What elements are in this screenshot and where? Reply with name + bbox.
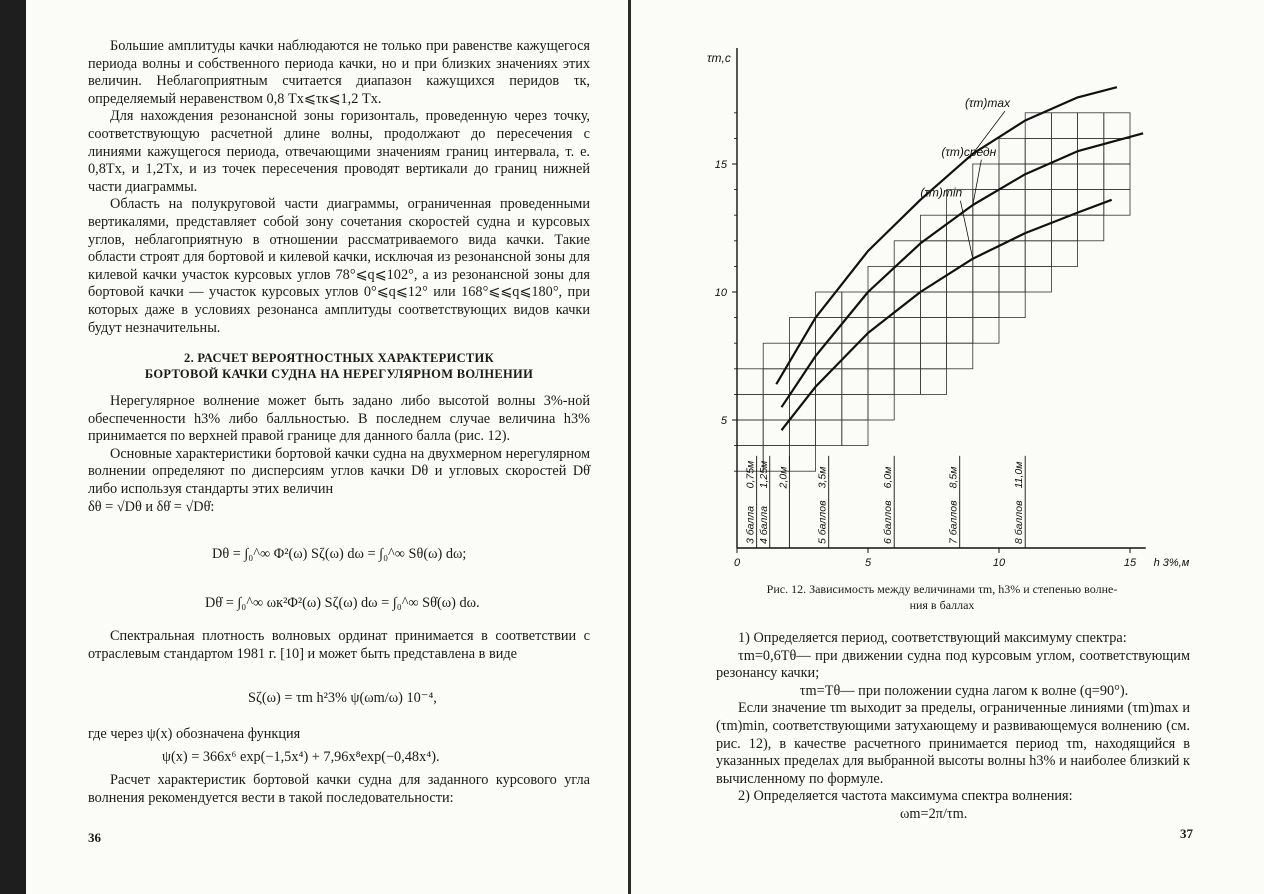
x-tick-label: 10	[992, 557, 1006, 569]
series-leader	[973, 160, 982, 205]
grid-cell	[842, 318, 868, 344]
paragraph: Для нахождения резонансной зоны горизонталь, проведенную через точку, соответствующую расчетной длине волны, продолжают до пересечения с линиями кажущегося периода, отвечающими значениям границ интервала, т. е. 0,8Tх, и 1,2Tх, и из точек пересечения проводят вертикали до границ нижней части диаграммы.	[88, 108, 590, 195]
paragraph: Нерегулярное волнение может быть задано либо высотой волны 3%-ной обеспеченности h3% либо балльностью. В последнем случае величина h3% принимается по верхней правой границе для данного балла (рис. 12).	[88, 393, 590, 445]
grid-cell	[737, 369, 763, 395]
ball-scale-item	[1013, 462, 1025, 544]
grid-cell	[947, 241, 973, 267]
left-text-block-4	[88, 726, 590, 744]
grid-cell	[947, 215, 973, 241]
ball-height-label: 0,75м	[744, 460, 757, 489]
ball-scale-item	[777, 467, 789, 490]
ball-number-label: 3 балла	[744, 505, 757, 544]
ball-height-label: 11,0м	[1013, 461, 1026, 489]
grid-cell	[947, 292, 973, 318]
y-axis-label: τm,c	[707, 51, 731, 65]
y-tick-label: 5	[720, 415, 727, 427]
ball-height-label: 6,0м	[882, 466, 895, 489]
grid-cell	[1078, 215, 1104, 241]
paragraph: Основные характеристики бортовой качки судна на двухмерном нерегулярном волнении определяют по дисперсиям углов качки Dθ и угловых скоростей Dθ̇ либо используя стандарты этих величин	[88, 445, 590, 497]
grid-cell	[868, 394, 894, 420]
ball-height-label: 1,25м	[757, 460, 770, 489]
grid-cell	[868, 369, 894, 395]
grid-cell	[920, 292, 946, 318]
x-axis-label: h 3%,м	[1153, 557, 1190, 569]
grid-cell	[999, 292, 1025, 318]
grid-cell	[1025, 266, 1051, 292]
right-page	[632, 0, 1264, 894]
x-tick-label: 15	[1123, 557, 1137, 569]
paragraph: Если значение τm выходит за пределы, ограниченные линиями (τm)max и (τm)min, соответствующими затухающему и развивающемуся волнению (см. рис. 12), в качестве расчетного принимается период τm, находящийся в указанных пределах для выбранной высоты волны h3% и наиболее близкий к вычисленному по формуле.	[716, 700, 1190, 787]
y-tick-label: 15	[714, 159, 727, 171]
left-text-block-3	[88, 628, 590, 663]
figure-caption: Рис. 12. Зависимость между величинами τm, h3% и степенью волне- ния в баллах	[766, 582, 1118, 612]
grid-cell	[894, 343, 920, 369]
right-text-block	[716, 630, 1190, 806]
grid-cell	[973, 266, 999, 292]
page-number: 36	[88, 830, 101, 845]
grid-cell	[999, 138, 1025, 164]
formula-d-theta: Dθ = ∫₀^∞ Φ²(ω) Sζ(ω) dω = ∫₀^∞ Sθ(ω) dω;	[212, 546, 467, 562]
ball-scale-item	[948, 467, 960, 544]
grid-cell	[1051, 113, 1077, 139]
grid-cell	[737, 420, 763, 446]
grid-cell	[789, 446, 815, 472]
chart-axes	[732, 48, 1146, 553]
chart-labels	[707, 51, 1190, 569]
grid-cell	[894, 369, 920, 395]
sigma-line: δθ = √Dθ и δθ̇ = √Dθ̇:	[88, 498, 215, 515]
grid-cell	[1051, 215, 1077, 241]
paragraph: τm=Tθ— при положении судна лагом к волне (q=90°).	[799, 682, 1129, 699]
ball-height-label: 2,0м	[777, 466, 790, 489]
grid-cell	[763, 343, 789, 369]
grid-cell	[1025, 113, 1051, 139]
ball-scale-item	[817, 467, 829, 544]
paragraph: где через ψ(x) обозначена функция	[88, 726, 301, 742]
paragraph: Область на полукруговой части диаграммы, ограниченная проведенными вертикалями, представляет собой зону сочетания скоростей судна и курсовых углов, неблагоприятную в отношении рассматриваемого вида качки. Такие области строят для бортовой и килевой качки, исключая из резонансной зоны для килевой качки участок курсовых углов 78°⩽q⩽102°, а из резонансной зоны для бортовой качки — участок курсовых углов 0°⩽q⩽12° или 168°⩽⩽q⩽180°, при которых даже в условиях резонанса амплитуды соответствующих видов качки будут незначительны.	[88, 196, 590, 336]
grid-cell	[842, 394, 868, 420]
grid-cell	[816, 394, 842, 420]
ball-height-label: 8,5м	[947, 466, 960, 489]
formula-spectrum: Sζ(ω) = τm h²3% ψ(ωm/ω) 10⁻⁴,	[248, 690, 437, 706]
grid-cell	[1078, 164, 1104, 190]
series-label: (τm)max	[964, 96, 1011, 111]
grid-cell	[999, 215, 1025, 241]
grid-cell	[1104, 164, 1130, 190]
grid-cell	[737, 394, 763, 420]
grid-cell	[973, 215, 999, 241]
grid-cell	[999, 190, 1025, 216]
x-tick-label: 5	[864, 557, 872, 569]
ball-number-label: 4 балла	[757, 505, 770, 544]
ball-scale-item	[758, 461, 770, 544]
grid-cell	[973, 292, 999, 318]
grid-cell	[789, 420, 815, 446]
formula-d-theta-dot: Dθ̇ = ∫₀^∞ ωк²Φ²(ω) Sζ(ω) dω = ∫₀^∞ Sθ̇(ω) dω.	[205, 595, 480, 611]
grid-cell	[763, 369, 789, 395]
series-label: (τm)min	[920, 185, 963, 200]
grid-cell	[894, 318, 920, 344]
grid-cell	[1051, 241, 1077, 267]
grid-cell	[842, 420, 868, 446]
grid-cell	[868, 343, 894, 369]
grid-cell	[947, 343, 973, 369]
grid-cell	[947, 266, 973, 292]
grid-cell	[1051, 190, 1077, 216]
grid-cell	[1025, 241, 1051, 267]
paragraph: 2) Определяется частота максимума спектра волнения:	[738, 788, 1073, 805]
grid-cell	[999, 266, 1025, 292]
ball-height-label: 3,5м	[816, 466, 829, 489]
series-label: (τm)средн	[941, 144, 997, 159]
figure-12-chart	[632, 0, 1264, 590]
grid-cell	[920, 318, 946, 344]
ball-number-label: 5 баллов	[816, 500, 829, 544]
grid-cell	[973, 241, 999, 267]
grid-cell	[920, 266, 946, 292]
ball-number-label: 8 баллов	[1013, 500, 1026, 544]
grid-cell	[973, 318, 999, 344]
grid-cell	[868, 292, 894, 318]
formula-psi: ψ(x) = 366x⁶ exp(−1,5x⁴) + 7,96x⁸exp(−0,48x⁴).	[162, 749, 440, 765]
paragraph: Спектральная плотность волновых ординат принимается в соответствии с отраслевым стандартом 1981 г. [10] и может быть представлена в виде	[88, 628, 590, 662]
chart-grid	[737, 113, 1130, 471]
formula-omega-m: ωm=2π/τm.	[900, 806, 968, 822]
x-tick-label: 0	[733, 557, 741, 569]
ball-scale-item	[882, 467, 894, 544]
grid-cell	[894, 266, 920, 292]
paragraph: 1) Определяется период, соответствующий максимуму спектра:	[738, 630, 1127, 646]
grid-cell	[1025, 138, 1051, 164]
grid-cell	[763, 394, 789, 420]
grid-cell	[1104, 113, 1130, 139]
left-text-block	[88, 38, 590, 337]
paragraph: Большие амплитуды качки наблюдаются не только при равенстве кажущегося периода волны и собственного периода качки, но и при близких значениях этих величин. Неблагоприятным считается диапазон кажущихся перидов τк, определяемый неравенством 0,8 Tх⩽τк⩽1,2 Tх.	[88, 38, 590, 107]
ball-scale-item	[745, 461, 757, 544]
grid-cell	[920, 241, 946, 267]
left-text-block-2	[88, 393, 590, 516]
paragraph: τm=0,6Tθ— при движении судна под курсовым углом, соответствующим резонансу качки;	[716, 647, 1190, 682]
page-number: 37	[1180, 826, 1193, 841]
ball-number-label: 7 баллов	[947, 500, 960, 544]
grid-cell	[920, 369, 946, 395]
grid-cell	[1025, 190, 1051, 216]
grid-cell	[947, 318, 973, 344]
section-heading: 2. РАСЧЕТ ВЕРОЯТНОСТНЫХ ХАРАКТЕРИСТИК БОРТОВОЙ КАЧКИ СУДНА НА НЕРЕГУЛЯРНОМ ВОЛНЕНИИ	[144, 351, 534, 381]
ball-number-label: 6 баллов	[882, 500, 895, 544]
grid-cell	[920, 343, 946, 369]
grid-cell	[816, 420, 842, 446]
y-tick-label: 10	[714, 287, 727, 299]
grid-cell	[1051, 164, 1077, 190]
grid-cell	[842, 369, 868, 395]
grid-cell	[1078, 113, 1104, 139]
paragraph: Расчет характеристик бортовой качки судна для заданного курсового угла волнения рекомендуется вести в такой последовательности:	[88, 772, 590, 806]
left-text-block-5	[88, 772, 590, 807]
